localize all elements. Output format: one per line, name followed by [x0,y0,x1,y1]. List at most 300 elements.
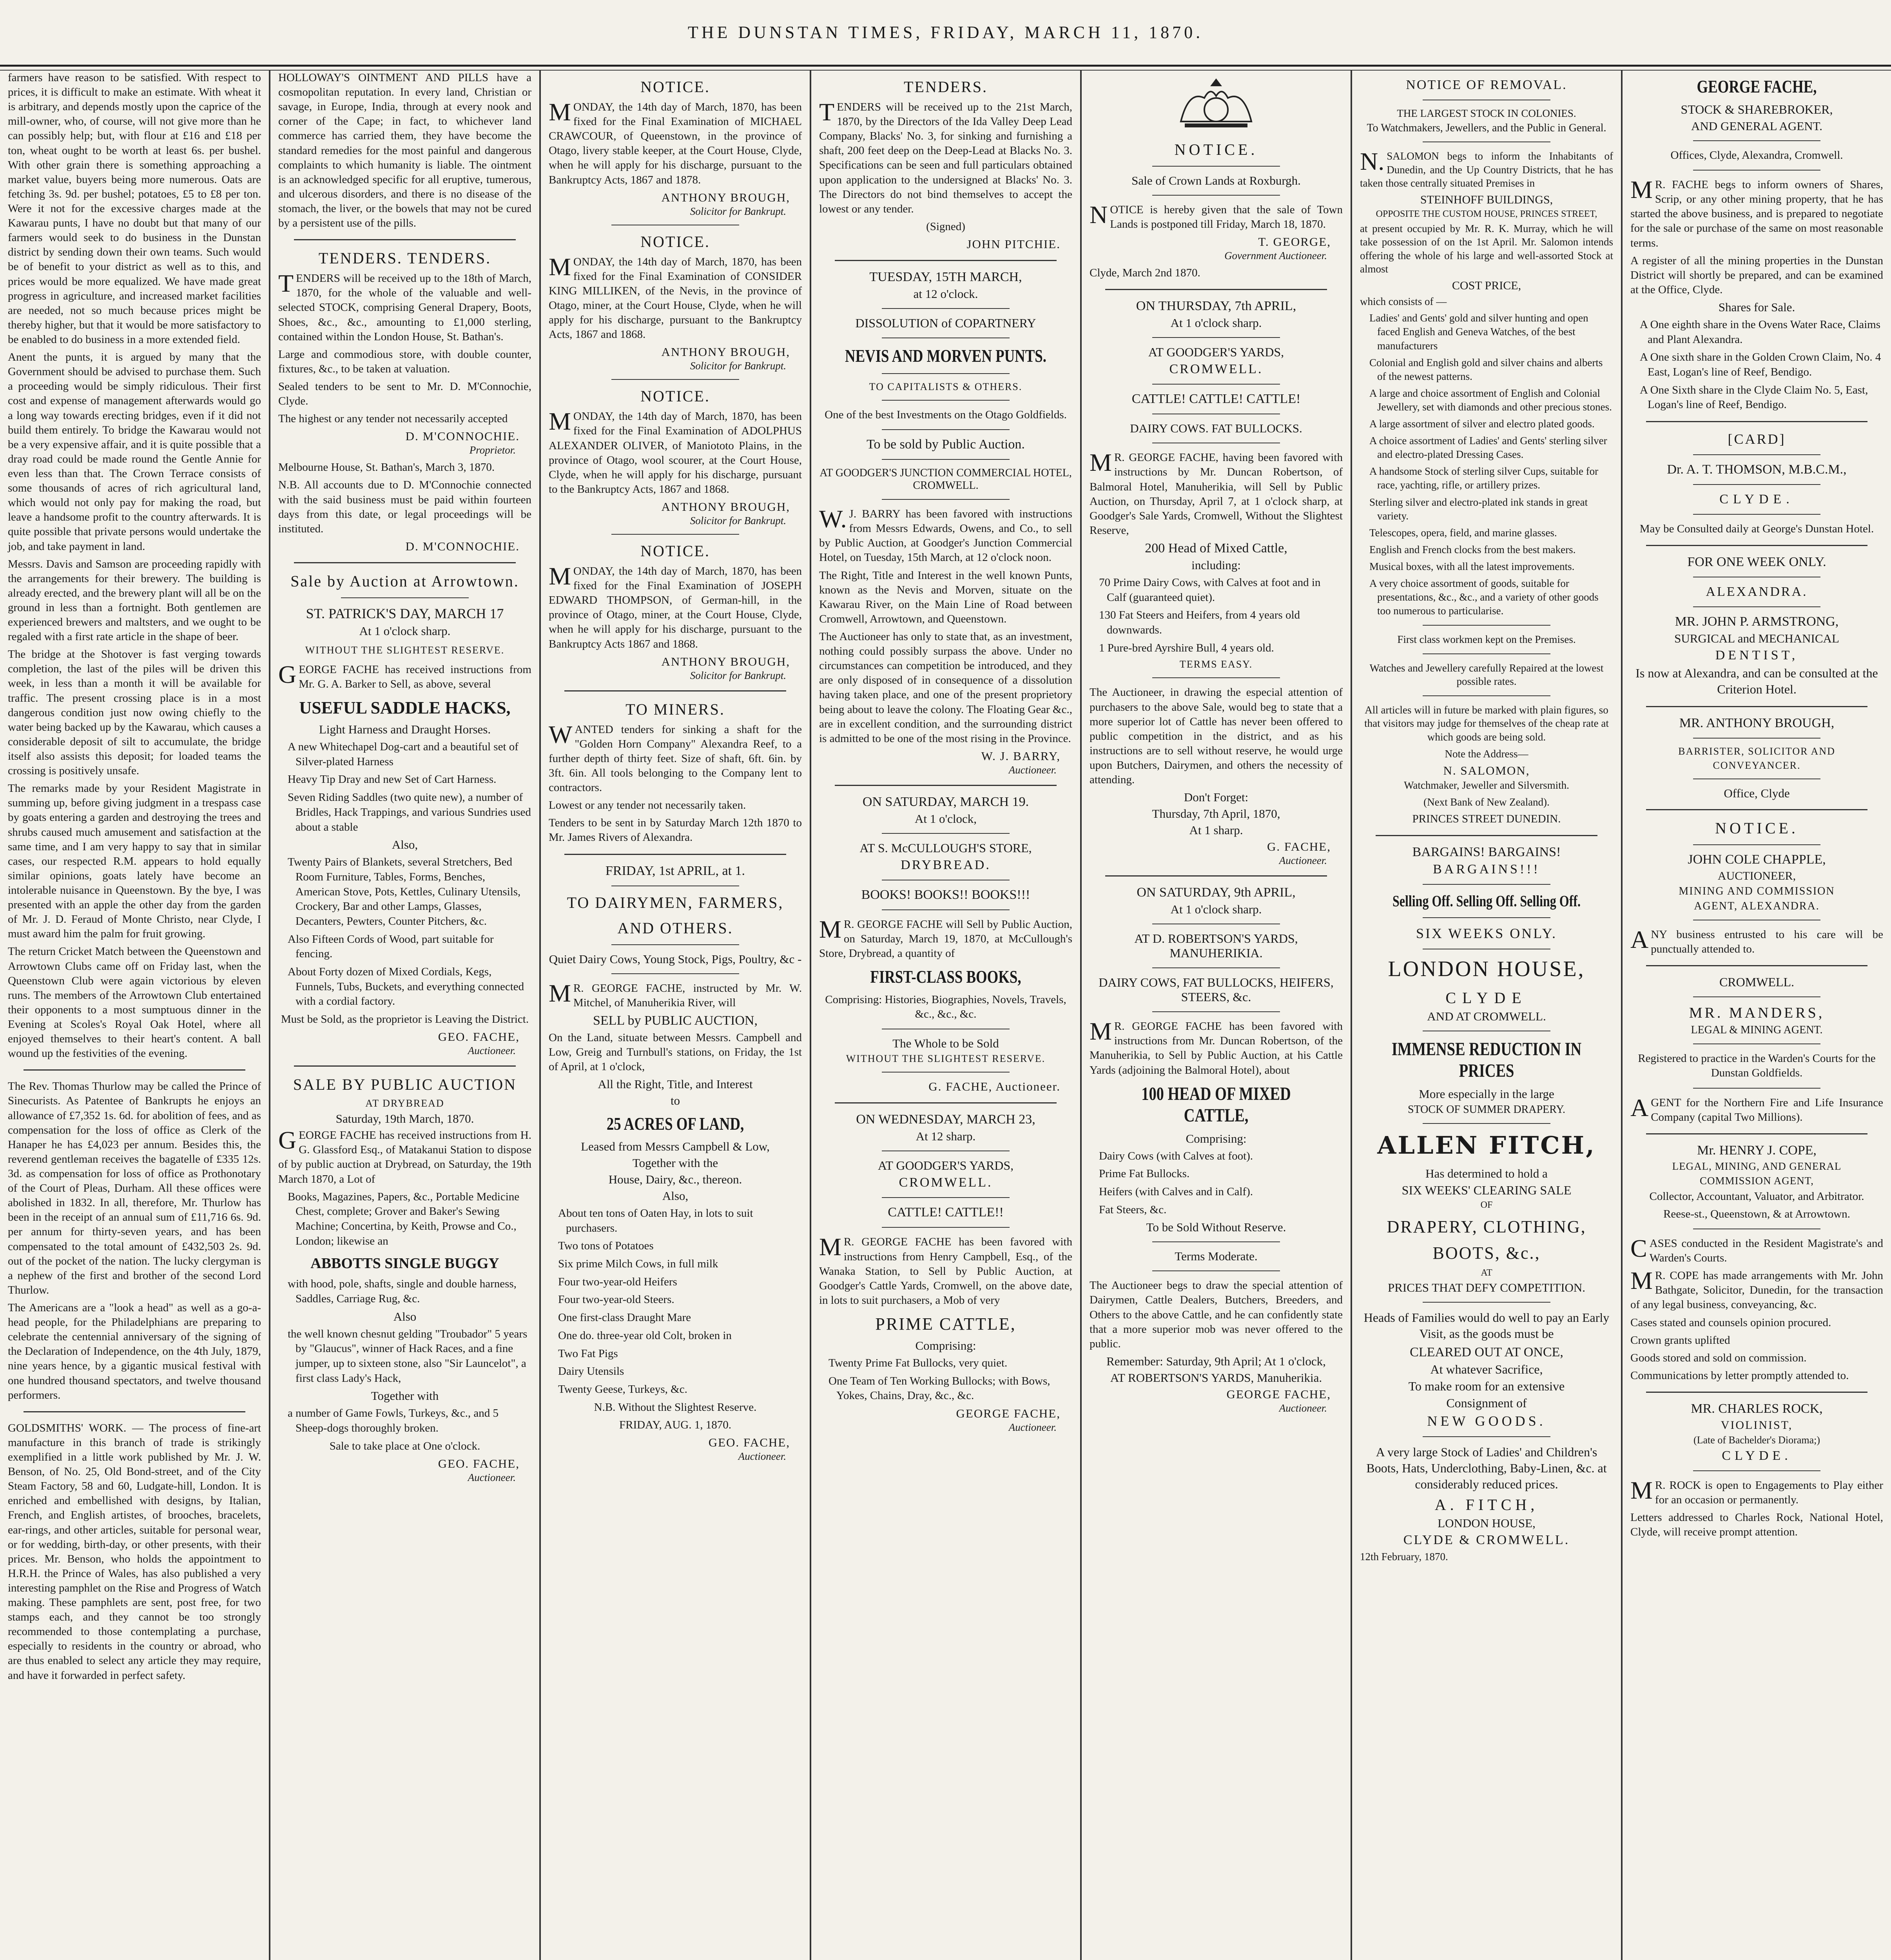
cattle-body: MR. GEORGE FACHE, having been favored with instructions by Mr. Duncan Robertson, of Balmoral Hotel, Manuherikia, will Sell by Public Auction, on Thursday, April 7, at 1 o'clock sharp, at Goodger's Sale Yards, Cromwell, Without the Slightest Reserve, [1090,448,1343,537]
auction-time: At 1 o'clock, [915,811,977,826]
divider [1693,1088,1820,1089]
divider [1423,884,1550,885]
fache-body: MR. FACHE begs to inform owners of Shares, Scrip, or any other mining property, that he has started the above business, and is prepared to negotiate for the sale or purchase of the same on most reasonable terms. [1630,176,1883,249]
notice-body: MONDAY, the 14th day of March, 1870, has been fixed for the Final Examination of ADOLPHUS ALEXANDER OLIVER, of Maniototo Plains, in the province of Otago, wool scourer, at the Court House, Clyde, when he will apply for his discharge, pursuant to the Bankruptcy Acts, 1867 and 1868. [549,407,802,495]
signature: GEO. FACHE, [438,1030,520,1044]
fache-agent: AND GENERAL AGENT. [1691,119,1822,133]
divider [1423,1302,1550,1303]
divider [1646,965,1867,966]
auctioneer-note: The Auctioneer, in drawing the especial attention of purchasers to the above Sale, would beg to state that a more superior lot of Cattle has never been offered to public competition in the district, and as his instructions are to sell without reserve, he would urge upon Butchers, Dairymen, and others the necessity of attending. [1090,686,1343,786]
fache-offices: Offices, Clyde, Alexandra, Cromwell. [1670,149,1843,162]
rock-late: (Late of Bachelder's Diorama;) [1693,1434,1820,1446]
tenders-signed: (Signed) [926,220,965,233]
whatever: At whatever Sacrifice, [1430,1362,1543,1377]
masthead-title: THE DUNSTAN TIMES, FRIDAY, MARCH 11, 1870. [687,23,1204,42]
rock-body: MR. ROCK is open to Engagements to Play either for an occasion or permanently. [1630,1476,1883,1506]
list-item: Twenty Geese, Turkeys, &c. [558,1383,687,1396]
cope-collector: Collector, Accountant, Valuator, and Arbitrator. [1649,1190,1864,1203]
list-item: Colonial and English gold and silver chains and alberts of the newest patterns. [1369,356,1603,382]
divider [1423,695,1550,696]
divider [1152,337,1280,338]
crown-body: NOTICE is hereby given that the sale of Town Lands is postponed till Friday, March 18, 1870. [1090,201,1343,231]
punts-feature: NEVIS AND MORVEN PUNTS. [845,345,1046,366]
list-item: Also Fifteen Cords of Wood, part suitable for fencing. [288,933,494,960]
more-especially: More especially in the large [1419,1087,1554,1101]
fitch-date: 12th February, 1870. [1360,1551,1448,1563]
royal-crest-icon [1173,74,1259,133]
divider [294,239,516,240]
summer-drapery: STOCK OF SUMMER DRAPERY. [1408,1103,1565,1116]
boots: BOOTS, &c., [1432,1243,1541,1263]
cope-text: Communications by letter promptly attended to. [1630,1369,1849,1382]
list-item: 1 Pure-bred Ayrshire Bull, 4 years old. [1099,641,1274,654]
divider [1646,706,1867,707]
dairy-to: to [670,1094,680,1108]
divider [835,260,1057,261]
cattle-body: MR. GEORGE FACHE has been favored with instructions from Mr. Duncan Robertson, of the Manuherikia, to Sell by Public Auction, at his Cattle Yards (adjoining the Balmoral Hotel), about [1090,1017,1343,1076]
chapple-agent: AGENT, ALEXANDRA. [1694,900,1820,913]
salomon-note: First class workmen kept on the Premises. [1397,633,1576,646]
rock-name: MR. CHARLES ROCK, [1691,1401,1823,1416]
article-para: GOLDSMITHS' WORK. — The process of fine-art manufacture in this branch of trade is strikingly exemplified in a little work published by Mr. J. W. Benson, of No. 25, Old Bond-street, and of the City Steam Factory, 58 and 60, Ludgate-hill, London. It is enriched and embellished with designs, by Italian, French, and English artistes, of brooches, bracelets, ear-rings, and other articles, suitable for personal wear, or for wedding, birth-day, or other presents, with their prices. Mr. Benson, who holds the appointment to H.R.H. the Prince of Wales, has also published a very interesting pamphlet on the Rise and Progress of Watch making. These pamphlets are sent, post free, for two stamps each, and they cannot be too strongly recommended to those contemplating a purchase, especially to residents in the country or abroad, who are thus enabled to select any article they may require, and have it forwarded in perfect safety. [8,1421,261,1682]
divider [882,459,1010,460]
divider [882,1072,1010,1073]
card-heading: [CARD] [1728,431,1786,447]
list-item: About Forty dozen of Mixed Cordials, Kegs, Funnels, Tubs, Buckets, and everything connected with a cordial factory. [288,965,524,1008]
list-item: Prime Fat Bullocks. [1099,1167,1190,1180]
divider [611,379,739,380]
bargains-2: BARGAINS!!! [1433,862,1540,877]
signature-role: Auctioneer. [468,1471,516,1483]
signature: ANTHONY BROUGH, [661,190,790,204]
divider [341,597,469,598]
auction-time: At 1 o'clock sharp. [359,624,451,638]
cleared-out: CLEARED OUT AT ONCE, [1410,1345,1563,1360]
divider [611,973,739,974]
tenders-text: Sealed tenders to be sent to Mr. D. M'Connochie, Clyde. [278,380,531,408]
drybread-at: AT DRYBREAD [365,1098,444,1109]
thomson-town: CLYDE. [1719,492,1794,507]
list-item: Four two-year-old Heifers [558,1275,677,1288]
list-item: Dairy Cows (with Calves at foot). [1099,1149,1253,1162]
capitalists-body: One of the best Investments on the Otago Goldfields. [825,408,1067,421]
miners-text: Tenders to be sent in by Saturday March 12th 1870 to Mr. James Rivers of Alexandra. [549,817,802,844]
books-comp: Comprising: Histories, Biographies, Novels, Travels, &c., &c., &c. [825,993,1066,1021]
auction-feature: USEFUL SADDLE HACKS, [299,698,511,718]
drybread-heading: SALE BY PUBLIC AUCTION [293,1076,517,1094]
list-item: A One Sixth share in the Clyde Claim No. 5, East, Logan's line of Reef, Bendigo. [1640,383,1868,411]
dissolution: DISSOLUTION of COPARTNERY [855,316,1036,330]
dairy-feature: 25 ACRES OF LAND, [606,1114,744,1134]
royal-crest-icon [1090,74,1343,133]
dairy-sell: SELL by PUBLIC AUCTION, [593,1013,758,1028]
dairy-heading-2: AND OTHERS. [617,919,733,937]
divider [1693,844,1820,845]
signature-role: Solicitor for Bankrupt. [690,205,786,217]
article-para: Messrs. Davis and Samson are proceeding rapidly with the arrangements for their brewery. The building is already erected, and the brewery plant will all be on the ground in less than a fortnight. Both gentlemen are experienced brewers and maltsters, and we ought to be regaled with a first rate article in the shape of beer. [8,557,261,643]
salomon-street: PRINCES STREET DUNEDIN. [1412,813,1561,826]
cope-text: Cases stated and counsels opinion procured. [1630,1316,1831,1329]
dairy-stock: Quiet Dairy Cows, Young Stock, Pigs, Poultry, &c - [549,952,802,966]
cope-name: Mr. HENRY J. COPE, [1697,1143,1817,1158]
notice-heading: NOTICE. [1174,141,1258,158]
divider [882,499,1010,500]
divider [1423,1436,1550,1437]
article-para: The Rev. Thomas Thurlow may be called the Prince of Sinecurists. As Patentee of Bankrupts he enjoys an allowance of £7,352 1s. 6d. for abolition of fees, and as compensation for the loss of office as Clerk of the Hanaper he has £4,023 per annum. Besides this, the reverend gentleman receives the bagatelle of £335 12s. 3d. as compensation for loss of office as Prothonotary of the Court of Pleas, Durham. All these offices were abolished in 1832. In all, therefore, Mr. Thurlow has been in the receipt of an annual sum of £11,716 6s. 9d. per annum for thirty-seven years, and has been compensated to the total amount of £432,503 2s. 9d. out of the pocket of the nation. The lucky clergyman is a nephew of the first and brother of the second Lord Thurlow. [8,1080,261,1296]
divider [882,373,1010,374]
list-item: One do. three-year old Colt, broken in [558,1329,732,1342]
holloway-ad: HOLLOWAY'S OINTMENT AND PILLS have a cosmopolitan reputation. In every land, Christian or savage, in Europe, India, through at every nook and corner of the Cape; in fact, to whichever land commerce has carried them, they have become the standard remedies for the most painful and dangerous complaints to which humanity is liable. The ointment is an acknowledged specific for all eruptive, tumerous, and ulcerous disorders, and there is no disease of the stomach, the liver, or the bowels that may not be cured by a persistent use of the pills. [278,71,531,230]
drybread-date: Saturday, 19th March, 1870. [335,1112,474,1126]
dairy-nb: N.B. Without the Slightest Reserve. [594,1401,757,1414]
divider [1105,875,1327,877]
divider [1152,166,1280,167]
thomson-consult: May be Consulted daily at George's Dunstan Hotel. [1639,523,1874,535]
yards-location: AT GOODGER'S YARDS, [1148,345,1284,359]
dont-date: Thursday, 7th April, 1870, [1152,807,1280,821]
list-item: A choice assortment of Ladies' and Gents' sterling silver and electro-plated Dressing Cases. [1369,435,1607,461]
divider [882,833,1010,834]
manders-legal: LEGAL & MINING AGENT. [1691,1024,1823,1036]
divider [1152,1241,1280,1242]
divider [1693,606,1820,607]
cows-heading: DAIRY COWS. FAT BULLOCKS. [1130,421,1302,436]
brough-name: MR. ANTHONY BROUGH, [1679,716,1835,731]
signature: ANTHONY BROUGH, [661,654,790,668]
cattle-feature: 100 HEAD OF MIXED CATTLE, [1141,1083,1291,1126]
drybread-together: Together with [371,1389,439,1403]
article-para: The return Cricket Match between the Queenstown and Arrowtown Clubs came off on Friday last, when the Queenstown Club were again victorious by eleven runs. The members of the Arrowtown Club entertained their opponents to a most sumptuous dinner in the Evening at Scoles's Royal Oak Hotel, where all enjoyed themselves to their heart's content. A ball wound up the festivities of the evening. [8,945,261,1060]
terms: TERMS EASY. [1179,659,1253,670]
make-room: To make room for an extensive [1408,1379,1565,1394]
consignment: Consignment of [1446,1396,1527,1410]
cromwell: CROMWELL. [1719,975,1795,989]
fitch-town: CLYDE & CROMWELL. [1403,1533,1570,1548]
divider [1152,1270,1280,1271]
tenders-heading: TENDERS. [904,78,988,96]
list-item: A large and choice assortment of English and Colonial Jewellery, set with diamonds and other precious stones. [1369,387,1612,413]
new-goods: NEW GOODS. [1427,1413,1546,1429]
manders-reg: Registered to practice in the Warden's Courts for the Dunstan Goldfields. [1638,1052,1876,1080]
article-para: The bridge at the Shotover is fast verging towards completion, the last of the piles will be driven this week, in less than a month it will be available for traffic. The present crossing place is in a most dangerous condition just now owing chiefly to the water being backed up by the Kawarau, which causes a considerable deposit of silt to accumulate, the bridge itself also assists this deposit; for loaded teams the crossing is positively unsafe. [8,648,261,777]
books-heading: BOOKS! BOOKS!! BOOKS!!! [861,887,1030,902]
list-item: Sterling silver and electro-plated ink stands in great variety. [1369,496,1588,522]
salomon-opposite: OPPOSITE THE CUSTOM HOUSE, PRINCES STREET, [1376,209,1597,219]
list-item: Also, [392,838,418,852]
drybread-intro: GEORGE FACHE has received instructions from H. G. Glassford Esq., of Matakanui Station to dispose of by public auction at Drybread, on Saturday, the 19th March 1870, a Lot of [278,1126,531,1185]
list-item: A One eighth share in the Ovens Water Race, Claims and Plant Alexandra. [1640,318,1881,346]
signature: G. FACHE, Auctioneer. [928,1080,1061,1094]
store-location: AT S. McCULLOUGH'S STORE, [859,840,1032,855]
salomon-note: All articles will in future be marked with plain figures, so that visitors may judge for themselves of the cheap rate at which goods are being sold. [1364,704,1609,743]
fache-name: GEORGE FACHE, [1697,76,1817,96]
armstrong-name: MR. JOHN P. ARMSTRONG, [1675,614,1839,629]
sold-without-reserve: To be Sold Without Reserve. [1146,1220,1286,1234]
dairy-date: FRIDAY, 1st APRIL, at 1. [605,863,745,878]
notice-body: MONDAY, the 14th day of March, 1870, has been fixed for the Final Examination of JOSEPH EDWARD THOMPSON, of German-hill, in the province of Otago, miner, at the Court House, Clyde, when he will apply for his discharge, pursuant to the Bankruptcy Acts 1867 and 1868. [549,562,802,650]
article-para: The Americans are a "look a head" as well as a go-a-head people, for the Philadelphians are preparing to celebrate the centennial anniversary of the signing of the Declaration of Independence, on the 4th July, 1879, nine years hence, by a gigantic musical festival with one hundred thousand spectators, and twelve thousand performers. [8,1301,261,1401]
list-item: Seven Riding Saddles (two quite new), a number of Bridles, Hack Trappings, and various Sundries used about a stable [288,791,531,833]
list-item: Two tons of Potatoes [558,1240,654,1252]
article-para: Anent the punts, it is argued by many that the Government should be advised to purchase them. Such a proceeding would be simply ridiculous. Their first cost and expense of management afterwards would go a long way towards erecting bridges, even if it did not build them entirely. To bridge the Kawarau would not be a very expensive affair, and it is quite possible that a dray road could be made round the Gentle Annie for even less than that. The Crown Terrace consists of some thousands of acres of rich agricultural land, which would not only pay for making the road, but leave a handsome profit to the country afterwards. It is quite possible that private persons would undertake the job, and take payment in land. [8,351,261,553]
punts-text: The Right, Title and Interest in the well known Punts, known as the Nevis and Morven, situate on the Kawarau River, on the Main Line of Road between Cromwell, Arrowtown, and Queenstown. [819,569,1072,625]
divider [1423,917,1550,918]
armstrong-dentist: DENTIST, [1715,648,1799,663]
tenders-text: Large and commodious store, with double counter, fixtures, &c., to be taken at valuation. [278,348,531,375]
immense-reduction: IMMENSE REDUCTION IN PRICES [1391,1039,1582,1082]
remember: Remember: Saturday, 9th April; At 1 o'clock, [1106,1354,1326,1368]
auction-time: at 12 o'clock. [913,287,978,301]
notice-heading: NOTICE. [640,387,710,405]
salomon-note: Watches and Jewellery carefully Repaired at the lowest possible rates. [1369,662,1604,688]
list-item: Four two-year-old Steers. [558,1293,674,1306]
removal-heading: NOTICE OF REMOVAL. [1406,78,1567,92]
dairy-friday: FRIDAY, AUG. 1, 1870. [619,1418,732,1431]
chapple-body: ANY business entrusted to his care will be punctually attended to. [1630,926,1883,956]
list-item: Ladies' and Gents' gold and silver hunting and open faced English and Geneva Watches, of the best manufacturers [1369,312,1588,352]
list-item: 70 Prime Dairy Cows, with Calves at foot and in Calf (guaranteed quiet). [1099,576,1321,604]
list-item: Six prime Milch Cows, in full milk [558,1258,718,1270]
auction-date: ON WEDNESDAY, MARCH 23, [856,1112,1035,1127]
manders-name: MR. MANDERS, [1689,1005,1825,1022]
divider [564,854,786,855]
salomon-which: which consists of — [1360,295,1447,307]
notice-heading: NOTICE. [640,232,710,250]
masthead [0,0,1891,67]
miners-body: WANTED tenders for sinking a shaft for the "Golden Horn Company" Alexandra Reef, to a further depth of thirty feet. Size of shaft, 6ft. 6in. by 3ft. 6in. All tools belonging to the Company lent to contractors. [549,720,802,794]
salomon-next: (Next Bank of New Zealand). [1423,796,1550,808]
divider [1693,170,1820,171]
signature: GEO. FACHE, [708,1435,790,1449]
cows-heading: DAIRY COWS, FAT BULLOCKS, HEIFERS, STEERS, &c. [1099,975,1334,1004]
divider [1646,421,1867,422]
auction-time: At 1 o'clock sharp. [1170,902,1262,916]
divider [1693,514,1820,515]
signature: GEORGE FACHE, [1226,1387,1331,1401]
crown-place: Clyde, March 2nd 1870. [1090,267,1200,279]
dairy-heading: TO DAIRYMEN, FARMERS, [567,893,784,911]
signature-role: Auctioneer. [1279,855,1327,867]
auction-date: ON THURSDAY, 7th APRIL, [1136,299,1296,314]
signature-role: Government Auctioneer. [1224,250,1327,262]
divider [24,1069,245,1071]
list-item: with hood, pole, shafts, single and double harness, Saddles, Carriage Rug, &c. [288,1278,517,1305]
signature-role: Auctioneer. [738,1450,786,1462]
auction-sub: Light Harness and Draught Horses. [319,722,491,737]
drapery: DRAPERY, CLOTHING, [1387,1217,1586,1237]
auction-date: ON SATURDAY, MARCH 19. [862,794,1029,809]
has-determined: Has determined to hold a [1425,1167,1548,1181]
rock-letters: Letters addressed to Charles Rock, National Hotel, Clyde, will receive prompt attention. [1630,1511,1883,1539]
column-7 [1623,71,1891,1960]
signature: D. M'CONNOCHIE. [405,429,520,443]
cattle-incl: including: [1191,558,1241,572]
heads-families: Heads of Families would do well to pay an Early Visit, as the goods must be [1363,1310,1610,1341]
punts-text: The Auctioneer has only to state that, as an investment, nothing could possibly surpass the above. Under no circumstances can competition be introduced, and they are only disposed of in consequence of a dissolution having taken place, and one of the present proprietory being about to leave the colony. The Floating Gear &c., are in excellent condition, and the surrounding district is admitted to be one of the most rising in the Province. [819,630,1072,745]
signature: N. SALOMON, [1443,764,1530,778]
chapple-auct: AUCTIONEER, [1717,869,1796,883]
divider [1646,545,1867,546]
cost-price: COST PRICE, [1452,279,1521,292]
column-4 [811,71,1082,1960]
large-stock: A very large Stock of Ladies' and Children's Boots, Hats, Underclothing, Baby-Linen, &c. at considerably reduced prices. [1366,1445,1607,1492]
bargains: BARGAINS! BARGAINS! [1412,845,1561,860]
auction-heading: Sale by Auction at Arrowtown. [290,572,519,590]
brough-office: Office, Clyde [1724,786,1790,800]
notice-heading: NOTICE. [640,542,710,560]
signature: W. J. BARRY, [981,749,1061,763]
divider [1376,835,1597,836]
at: AT [1481,1268,1492,1278]
cattle-feature: PRIME CATTLE, [875,1314,1016,1334]
list-item: Twenty Pairs of Blankets, several Stretchers, Bed Room Furniture, Tables, Forms, Benches, American Stove, Pots, Kettles, Culinary Utensils, Crockery, Bar and other Lamps, Glasses, Decanters, Pewters, Counter Pitchers, &c. [288,856,521,927]
books-body: MR. GEORGE FACHE will Sell by Public Auction, on Saturday, March 19, 1870, at McCullough's Store, Drybread, a quantity of [819,915,1072,960]
armstrong-surgical: SURGICAL and MECHANICAL [1674,632,1839,646]
of: OF [1480,1200,1493,1210]
tenders-text: N.B. All accounts due to D. M'Connochie connected with the said business must be paid within fourteen days from this date, or legal proceedings will be instituted. [278,479,531,535]
auction-intro: GEORGE FACHE has received instructions from Mr. G. A. Barker to Sell, as above, several [278,660,531,690]
list-item: One Team of Ten Working Bullocks; with Bows, Yokes, Chains, Dray, &c., &c. [829,1374,1050,1402]
dairy-also: Also, [662,1189,689,1203]
cattle-heading: CATTLE! CATTLE! CATTLE! [1131,392,1301,407]
brough-conv: CONVEYANCER. [1713,760,1801,771]
sold-by-auction: To be sold by Public Auction. [867,437,1025,452]
goodger-location: AT GOODGER'S JUNCTION COMMERCIAL HOTEL, CROMWELL. [819,467,1072,492]
and-cromwell: AND AT CROMWELL. [1427,1009,1546,1024]
auction-reserve: WITHOUT THE SLIGHTEST RESERVE. [305,644,505,656]
london-house: LONDON HOUSE, [1388,957,1585,982]
six-weeks: SIX WEEKS ONLY. [1416,926,1557,942]
column-6 [1352,71,1623,1960]
dont-time: At 1 sharp. [1189,823,1243,837]
yards-location: AT GOODGER'S YARDS, [878,1158,1014,1173]
cattle-body: MR. GEORGE FACHE has been favored with instructions from Henry Campbell, Esq., of the Wanaka Station, to Sell by Public Auction, at Goodger's Cattle Yards, Cromwell, on the above date, in lots to suit purchasers, a Mob of very [819,1233,1072,1307]
terms: Terms Moderate. [1175,1249,1258,1263]
yards-town: CROMWELL. [899,1175,993,1190]
dairy-house: House, Dairy, &c., thereon. [608,1172,742,1187]
salomon-address-label: Note the Address— [1445,748,1528,760]
divider [1152,195,1280,196]
list-item: Musical boxes, with all the latest improvements. [1369,560,1575,572]
yards-town: CROMWELL. [1169,362,1263,377]
signature: GEORGE FACHE, [956,1406,1061,1420]
cope-commission: COMMISSION AGENT, [1699,1174,1814,1187]
brough-title: BARRISTER, SOLICITOR AND [1678,746,1835,757]
prices: PRICES THAT DEFY COMPETITION. [1387,1281,1586,1295]
divider [294,562,516,563]
drybread-place: Sale to take place at One o'clock. [329,1439,480,1452]
list-item: A large assortment of silver and electro plated goods. [1369,418,1595,430]
divider [1152,1011,1280,1012]
list-item: Twenty Prime Fat Bullocks, very quiet. [829,1356,1008,1369]
books-reserve: WITHOUT THE SLIGHTEST RESERVE. [846,1053,1046,1065]
divider [611,534,739,535]
salomon-role: Watchmaker, Jeweller and Silversmith. [1404,779,1569,791]
signature-role: Solicitor for Bankrupt. [690,514,786,526]
signature: JOHN PITCHIE. [966,237,1061,251]
list-item: English and French clocks from the best makers. [1369,543,1576,555]
cope-street: Reese-st., Queenstown, & at Arrowtown. [1663,1207,1850,1220]
signature: GEO. FACHE, [438,1456,520,1470]
drybread-also: Also [393,1309,417,1323]
signature-role: Auctioneer. [1279,1402,1327,1414]
list-item: About ten tons of Oaten Hay, in lots to suit purchasers. [558,1207,753,1234]
yards-location: AT D. ROBERTSON'S YARDS, MANUHERIKIA. [1134,931,1298,960]
divider [835,785,1057,786]
manders-agent: AGENT for the Northern Fire and Life Insurance Company (capital Two Millions). [1630,1093,1883,1123]
auction-time: At 12 sharp. [916,1129,976,1143]
divider [1646,809,1867,810]
punts-body: W.J. BARRY has been favored with instructions from Messrs Edwards, Owens, and Co., to sell by Public Auction, at Goodger's Junction Commercial Hotel, on Tuesday, 15th March, at 12 o'clock noon. [819,505,1072,564]
list-item: Two Fat Pigs [558,1347,618,1360]
dairy-intro: MR. GEORGE FACHE, instructed by Mr. W. Mitchel, of Manuherikia River, will [549,979,802,1009]
dont-forget: Don't Forget: [1184,790,1249,804]
rock-town: CLYDE. [1722,1448,1792,1463]
cope-text: Crown grants uplifted [1630,1334,1730,1347]
signature: ANTHONY BROUGH, [661,499,790,514]
remember-at: AT ROBERTSON'S YARDS, Manuherikia. [1110,1370,1322,1385]
books-feature: FIRST-CLASS BOOKS, [870,967,1021,987]
fache-stock: STOCK & SHAREBROKER, [1681,102,1833,116]
rock-violinist: VIOLINIST, [1721,1418,1793,1432]
list-item: A One sixth share in the Golden Crown Claim, No. 4 East, Logan's line of Reef, Bendigo. [1640,351,1881,379]
fitch-house: LONDON HOUSE, [1438,1516,1536,1530]
shares-heading: Shares for Sale. [1718,300,1795,314]
salomon-text: at present occupied by Mr. R. K. Murray, which he will take possession of on the 1st April. Mr. Salomon intends offering the whole of his large and well-assorted Stock at almost [1360,222,1613,275]
cope-text: Goods stored and sold on commission. [1630,1351,1807,1364]
crown-heading: Sale of Crown Lands at Roxburgh. [1131,174,1301,187]
one-week: FOR ONE WEEK ONLY. [1687,555,1826,570]
thomson-name: Dr. A. T. THOMSON, M.B.C.M., [1667,462,1847,477]
divider [564,690,786,691]
auction-time: At 1 o'clock sharp. [1170,316,1262,330]
article-para: The remarks made by your Resident Magistrate in summing up, before giving judgment in a trespass case by goats entering a garden and destroying the trees and shrubs caused much amusement and satisfaction at the same time, and I am very happy to say that in similar cases, our respected R.M. appears to hold equally similar opinions, goats lately have become an intolerable nuisance in Queenstown. By the bye, I was presented with an apple the other day from the garden of Mr. J. D. Feraud of Monte Christo, near Clyde, I must award him the palm for fruit growing. [8,782,261,940]
tenders-heading: TENDERS. TENDERS. [318,249,491,267]
divider [1152,384,1280,385]
salomon-building: STEINHOFF BUILDINGS, [1420,193,1553,206]
divider [611,944,739,945]
column-5 [1082,71,1352,1960]
miners-text: Lowest or any tender not necessarily taken. [549,799,746,812]
list-item: Heavy Tip Dray and new Set of Cart Harness. [288,773,497,786]
signature: G. FACHE, [1267,840,1331,854]
chapple-name: JOHN COLE CHAPPLE, [1688,852,1826,867]
divider [1423,1123,1550,1124]
divider [1646,1133,1867,1134]
signature: ANTHONY BROUGH, [661,345,790,359]
divider [1693,454,1820,455]
divider [882,429,1010,430]
dairy-land: On the Land, situate between Messrs. Campbell and Low, Greig and Turnbull's stations, on Friday, the 1st of April, at 1 o'clock, [549,1031,802,1073]
books-whole: The Whole to be Sold [892,1036,999,1051]
divider [1152,967,1280,968]
list-item: Telescopes, opera, field, and marine glasses. [1369,526,1557,539]
divider [882,909,1010,910]
alexandra: ALEXANDRA. [1706,584,1808,599]
cattle-count: 200 Head of Mixed Cattle, [1145,541,1287,555]
notice-heading: NOTICE. [640,78,710,96]
dairy-leased: Leased from Messrs Campbell & Low, [581,1140,770,1154]
list-item: Fat Steers, &c. [1099,1203,1167,1216]
auction-note: Must be Sold, as the proprietor is Leaving the District. [281,1013,529,1026]
auction-date: TUESDAY, 15TH MARCH, [869,269,1022,284]
to-public: To Watchmakers, Jewellers, and the Public in General. [1367,122,1606,134]
divider [882,308,1010,309]
list-item: the well known chesnut gelding "Troubador" 5 years by "Glaucus", winner of Hack Races, and a fine jumper, up to sixteen stone, also "Sir Launcelot", a first class Lady's Hack, [288,1327,528,1385]
dairy-together: Together with the [632,1156,718,1170]
clearing-sale: SIX WEEKS' CLEARING SALE [1401,1183,1572,1198]
list-item: Heifers (with Calves and in Calf). [1099,1185,1253,1198]
